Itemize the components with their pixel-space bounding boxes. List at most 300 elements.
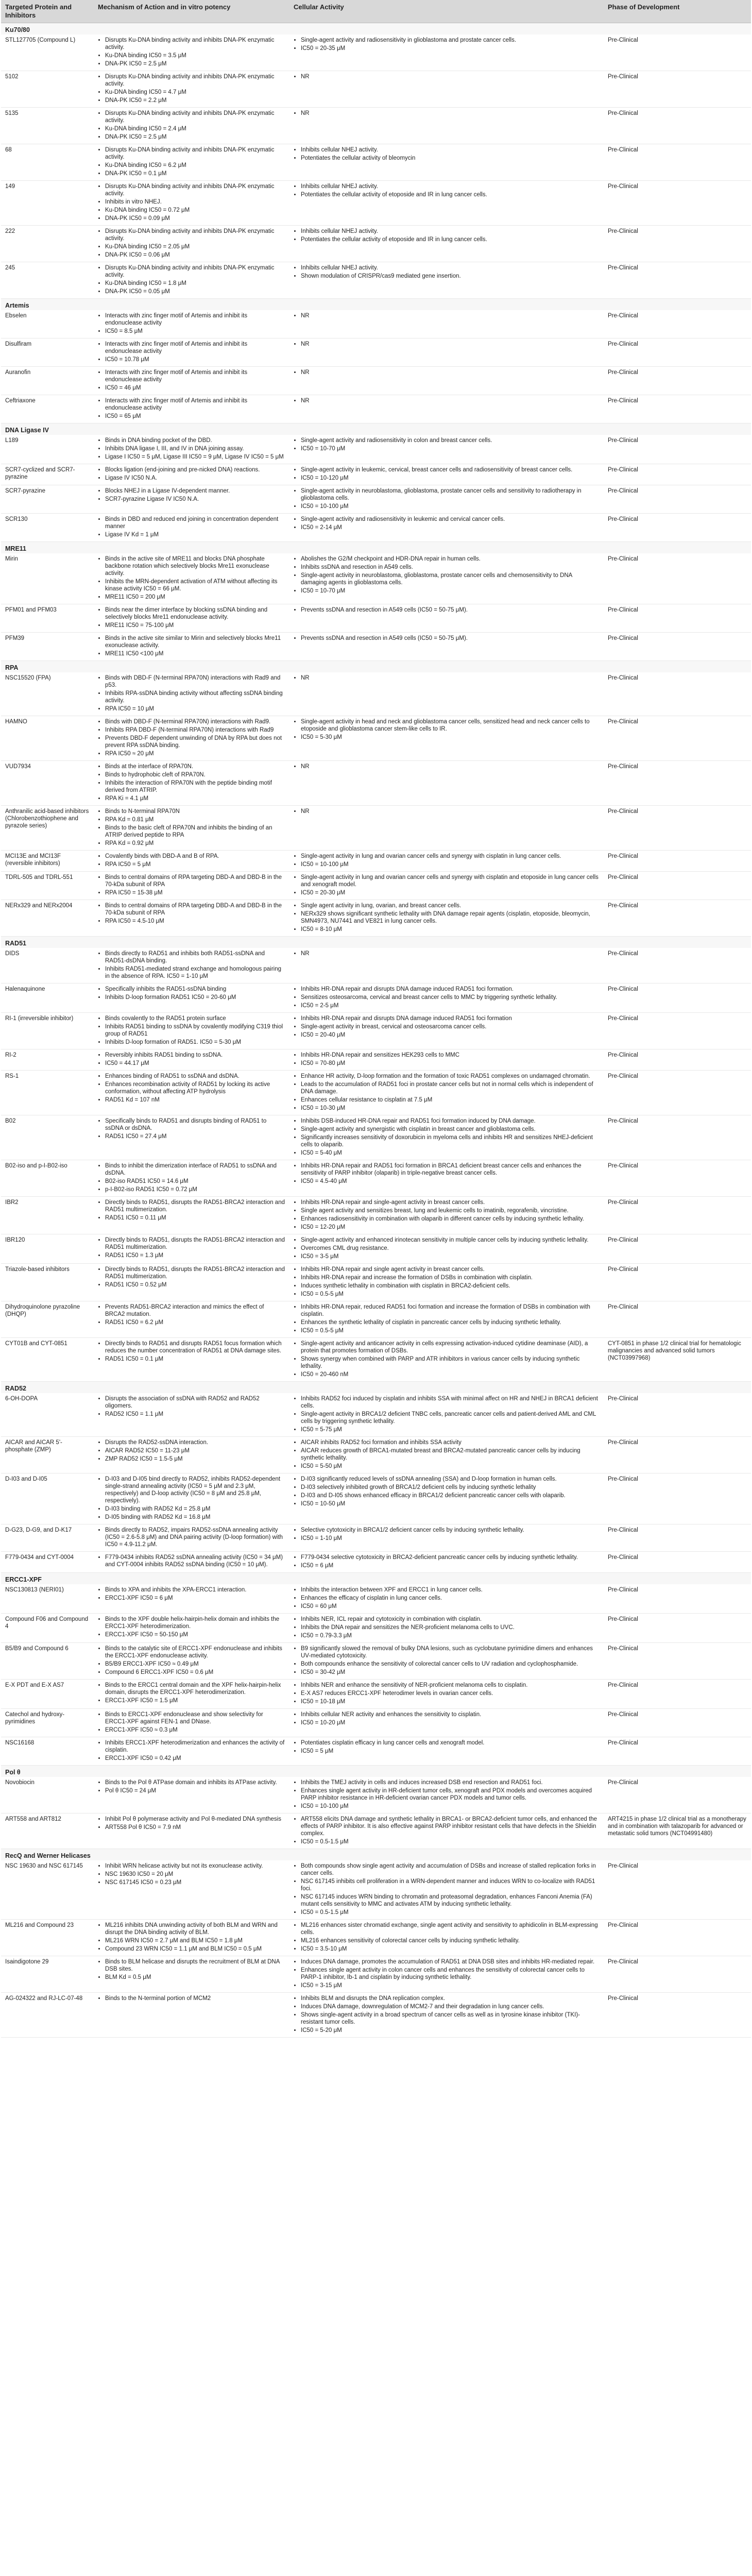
mechanism-item: • Inhibits RPA DBD-F (N-terminal RPA70N) interactions with Rad9 (105, 726, 285, 734)
phase-of-development: Pre-Clinical (604, 1680, 751, 1709)
mechanism-item: • Binds to the N-terminal portion of MCM2 (105, 1995, 285, 2002)
cellular-activity-cell (289, 604, 604, 633)
cellular-activity-item: • Inhibits cellular NHEJ activity. (301, 146, 600, 154)
mechanism-item: • RPA IC50 = 10 μM (105, 705, 285, 713)
table-row (1, 1197, 751, 1234)
cellular-activity-item: • IC50 = 4.5-40 μM (301, 1178, 600, 1185)
inhibitor-name: E-X PDT and E-X AS7 (1, 1680, 94, 1709)
mechanism-cell (94, 1777, 289, 1814)
mechanism-item: • Binds to the Pol θ ATPase domain and inhibits its ATPase activity. (105, 1779, 285, 1786)
mechanism-item: • IC50 = 8.5 μM (105, 328, 285, 335)
cellular-activity-item: • IC50 = 20-460 nM (301, 1371, 600, 1378)
table-row (1, 71, 751, 108)
cellular-activity-item: • F779-0434 selective cytotoxicity in BRCA2-deficient pancreatic cancer cells by inducing synthetic lethality. (301, 1554, 600, 1561)
cellular-activity-list (294, 1616, 600, 1639)
mechanism-item: • Binds to the catalytic site of ERCC1-XPF endonuclease and inhibits the ERCC1-XPF endonuclease activity. (105, 1645, 285, 1659)
cellular-activity-cell (289, 761, 604, 806)
mechanism-list (98, 1199, 285, 1222)
mechanism-item: • Inhibits D-loop formation of RAD51. IC50 = 5-30 μM (105, 1039, 285, 1046)
cellular-activity-item: • Single-agent activity and enhanced irinotecan sensitivity in multiple cancer cells by inducing synthetic lethality. (301, 1236, 600, 1244)
cellular-activity-item: • IC50 = 8-10 μM (301, 926, 600, 933)
cellular-activity-cell (289, 553, 604, 604)
cellular-activity-list (294, 1779, 600, 1810)
mechanism-list (98, 37, 285, 67)
cellular-activity-cell (289, 1680, 604, 1709)
mechanism-item: • Binds at the interface of RPA70N. (105, 763, 285, 770)
phase-of-development: Pre-Clinical (604, 1993, 751, 2038)
phase-of-development: Pre-Clinical (604, 1264, 751, 1301)
mechanism-item: • Disrupts Ku-DNA binding activity and inhibits DNA-PK enzymatic activity. (105, 264, 285, 279)
cellular-activity-item: • NR (301, 950, 600, 957)
mechanism-item: • Ku-DNA binding IC50 = 2.4 μM (105, 125, 285, 132)
mechanism-cell (94, 984, 289, 1013)
table-row (1, 1860, 751, 1920)
cellular-activity-item: • D-I03 significantly reduced levels of ssDNA annealing (SSA) and D-loop formation in human cells. (301, 1476, 600, 1483)
cellular-activity-item: • Potentiates the cellular activity of bleomycin (301, 155, 600, 162)
group-title: RecQ and Werner Helicases (1, 1849, 751, 1861)
cellular-activity-item: • Potentiates the cellular activity of etoposide and IR in lung cancer cells. (301, 236, 600, 243)
mechanism-list (98, 312, 285, 335)
cellular-activity-item: • Inhibits NER, ICL repair and cytotoxicity in combination with cisplatin. (301, 1616, 600, 1623)
mechanism-cell (94, 1737, 289, 1766)
cellular-activity-list (294, 397, 600, 404)
mechanism-cell (94, 1814, 289, 1849)
cellular-activity-item: • E-X AS7 reduces ERCC1-XPF heterodimer levels in ovarian cancer cells. (301, 1690, 600, 1697)
phase-of-development: Pre-Clinical (604, 633, 751, 661)
cellular-activity-item: • Enhances single agent activity in colon cancer cells and enhances the sensitivity of colorectal cancer cells to PARP-1 inhibitor, Ib-1 and cisplatin by inducing synthetic lethality. (301, 1967, 600, 1981)
cellular-activity-cell (289, 1473, 604, 1524)
mechanism-item: • Directly binds to RAD51, disrupts the RAD51-BRCA2 interaction and RAD51 multimerization. (105, 1236, 285, 1251)
inhibitor-name: ML216 and Compound 23 (1, 1920, 94, 1956)
cellular-activity-list (294, 635, 600, 642)
cellular-activity-list (294, 902, 600, 933)
table-row (1, 144, 751, 181)
inhibitor-name: ART558 and ART812 (1, 1814, 94, 1849)
mechanism-item: • Interacts with zinc finger motif of Artemis and inhibit its endonuclease activity (105, 369, 285, 383)
phase-of-development: Pre-Clinical (604, 1013, 751, 1049)
table-row (1, 633, 751, 661)
mechanism-list (98, 808, 285, 847)
inhibitor-name: Halenaquinone (1, 984, 94, 1013)
cellular-activity-cell (289, 435, 604, 464)
cellular-activity-cell (289, 1301, 604, 1338)
table-row (1, 1956, 751, 1993)
cellular-activity-cell (289, 872, 604, 900)
cellular-activity-cell (289, 984, 604, 1013)
cellular-activity-item: • Shown modulation of CRISPR/cas9 mediated gene insertion. (301, 273, 600, 280)
mechanism-cell (94, 108, 289, 144)
cellular-activity-item: • Significantly increases sensitivity of doxorubicin in myeloma cells and inhibits HR and sensitizes NHEJ-deficient cells to olaparib. (301, 1134, 600, 1148)
inhibitor-name: 245 (1, 262, 94, 299)
inhibitor-name: IBR120 (1, 1234, 94, 1264)
cellular-activity-item: • D-I03 and D-I05 shows enhanced efficacy in BRCA1/2 deficient pancreatic cancer cells with olaparib. (301, 1492, 600, 1499)
cellular-activity-item: • Enhances cellular resistance to cisplatin at 7.5 μM (301, 1096, 600, 1104)
mechanism-item: • Covalently binds with DBD-A and B of RPA. (105, 853, 285, 860)
table-row (1, 1524, 751, 1552)
mechanism-item: • DNA-PK IC50 = 2.5 μM (105, 133, 285, 141)
inhibitor-name: PFM01 and PFM03 (1, 604, 94, 633)
mechanism-item: • MRE11 IC50 = 200 μM (105, 594, 285, 601)
cellular-activity-item: • IC50 = 5 μM (301, 1748, 600, 1755)
mechanism-item: • RAD51 Kd = 107 nM (105, 1096, 285, 1104)
cellular-activity-list (294, 1995, 600, 2034)
mechanism-item: • B02-iso RAD51 IC50 = 14.6 μM (105, 1178, 285, 1185)
mechanism-item: • Binds in DNA binding pocket of the DBD. (105, 437, 285, 444)
mechanism-item: • ERCC1-XPF IC50 ≈ 0.3 μM (105, 1726, 285, 1734)
inhibitor-name: Ceftriaxone (1, 395, 94, 423)
mechanism-cell (94, 1393, 289, 1437)
mechanism-item: • ML216 WRN IC50 = 2.7 μM and BLM IC50 = 1.8 μM (105, 1937, 285, 1944)
mechanism-item: • Binds in the active site of MRE11 and blocks DNA phosphate backbone rotation which selectively blocks Mre11 exonuclease activity. (105, 555, 285, 577)
inhibitor-name: B02 (1, 1115, 94, 1160)
cellular-activity-list (294, 1586, 600, 1610)
mechanism-cell (94, 1115, 289, 1160)
cellular-activity-item: • IC50 = 3-5 μM (301, 1253, 600, 1260)
phase-of-development: Pre-Clinical (604, 1552, 751, 1573)
cellular-activity-cell (289, 1393, 604, 1437)
inhibitor-name: NSC15520 (FPA) (1, 672, 94, 716)
inhibitor-name: NSC 19630 and NSC 617145 (1, 1860, 94, 1920)
table-row (1, 851, 751, 872)
cellular-activity-item: • IC50 = 10-30 μM (301, 1105, 600, 1112)
cellular-activity-list (294, 1236, 600, 1260)
table-row (1, 262, 751, 299)
cellular-activity-cell (289, 1643, 604, 1680)
cellular-activity-item: • IC50 = 10-120 μM (301, 474, 600, 482)
phase-of-development: Pre-Clinical (604, 1614, 751, 1643)
mechanism-item: • Binds to the ERCC1 central domain and the XPF helix-hairpin-helix domain, disrupts the ERCC1-XPF heterodimerization. (105, 1682, 285, 1696)
cellular-activity-item: • NR (301, 763, 600, 770)
phase-of-development: Pre-Clinical (604, 872, 751, 900)
cellular-activity-item: • IC50 = 0.5-1.5 μM (301, 1838, 600, 1845)
phase-of-development: CYT-0851 in phase 1/2 clinical trial for hematologic malignancies and advanced solid tumors (NCT03997968) (604, 1338, 751, 1382)
cellular-activity-item: • IC50 = 1-10 μM (301, 1535, 600, 1542)
mechanism-item: • SCR7-pyrazine Ligase IV IC50 N.A. (105, 496, 285, 503)
cellular-activity-list (294, 110, 600, 117)
phase-of-development: Pre-Clinical (604, 984, 751, 1013)
mechanism-cell (94, 1993, 289, 2038)
cellular-activity-item: • Inhibits the TMEJ activity in cells and induces increased DSB end resection and RAD51 foci. (301, 1779, 600, 1786)
header-targeted-protein: Targeted Protein and Inhibitors (1, 0, 94, 23)
cellular-activity-list (294, 516, 600, 531)
cellular-activity-item: • Inhibits HR-DNA repair and RAD51 foci formation in BRCA1 deficient breast cancer cells and enhances the sensitivity of PARP inhibitor (olaparib) in triple-negative breast cancer cells. (301, 1162, 600, 1177)
table-row (1, 1680, 751, 1709)
mechanism-item: • RAD51 IC50 = 1.3 μM (105, 1252, 285, 1259)
phase-of-development: Pre-Clinical (604, 1709, 751, 1737)
cellular-activity-item: • Potentiates cisplatin efficacy in lung cancer cells and xenograft model. (301, 1739, 600, 1747)
table-row (1, 1473, 751, 1524)
inhibitor-name: SCR7-cyclized and SCR7-pyrazine (1, 464, 94, 485)
inhibitor-name: Auranofin (1, 367, 94, 395)
mechanism-item: • MRE11 IC50 = 75-100 μM (105, 622, 285, 629)
cellular-activity-item: • IC50 = 5-50 μM (301, 1463, 600, 1470)
inhibitor-table (1, 0, 751, 2038)
mechanism-item: • ERCC1-XPF IC50 = 50-150 μM (105, 1631, 285, 1638)
cellular-activity-item: • IC50 = 10-18 μM (301, 1698, 600, 1705)
phase-of-development: Pre-Clinical (604, 338, 751, 367)
inhibitor-name: PFM39 (1, 633, 94, 661)
mechanism-list (98, 341, 285, 363)
cellular-activity-list (294, 73, 600, 80)
phase-of-development: Pre-Clinical (604, 1920, 751, 1956)
cellular-activity-item: • IC50 = 10-100 μM (301, 1803, 600, 1810)
mechanism-list (98, 1958, 285, 1981)
table-row (1, 1777, 751, 1814)
inhibitor-name: Mirin (1, 553, 94, 604)
mechanism-item: • RPA Kd = 0.81 μM (105, 816, 285, 823)
mechanism-item: • Interacts with zinc finger motif of Artemis and inhibit its endonuclease activity (105, 341, 285, 355)
table-row (1, 984, 751, 1013)
cellular-activity-item: • NSC 617145 induces WRN binding to chromatin and proteasomal degradation, enhances Fanconi Anemia (FA) mutant cells sensitivity to MMC and activates ATM by inducing synthetic lethality. (301, 1893, 600, 1908)
mechanism-cell (94, 514, 289, 542)
cellular-activity-list (294, 1015, 600, 1039)
cellular-activity-cell (289, 181, 604, 226)
mechanism-list (98, 718, 285, 757)
mechanism-item: • RPA IC50 = 4.5-10 μM (105, 918, 285, 925)
mechanism-list (98, 1117, 285, 1140)
cellular-activity-item: • Single-agent activity in lung and ovarian cancer cells and synergy with cisplatin in lung cancer cells. (301, 853, 600, 860)
inhibitor-name: DIDS (1, 948, 94, 984)
mechanism-cell (94, 1160, 289, 1197)
mechanism-item: • Enhances recombination activity of RAD51 by locking its active conformation, without affecting ATP hydrolysis (105, 1081, 285, 1095)
cellular-activity-item: • Both compounds show single agent activity and accumulation of DSBs and increase of stalled replication forks in cancer cells. (301, 1862, 600, 1877)
table-row (1, 1013, 751, 1049)
mechanism-list (98, 1162, 285, 1193)
inhibitor-name: Compound F06 and Compound 4 (1, 1614, 94, 1643)
phase-of-development: Pre-Clinical (604, 1524, 751, 1552)
cellular-activity-item: • Inhibits NER and enhance the sensitivity of NER-proficient melanoma cells to cisplatin. (301, 1682, 600, 1689)
table-row (1, 367, 751, 395)
cellular-activity-item: • Inhibits HR-DNA repair and disrupts DNA damage induced RAD51 foci formation. (301, 986, 600, 993)
cellular-activity-item: • Enhance HR activity, D-loop formation and the formation of toxic RAD51 complexes on undamaged chromatin. (301, 1073, 600, 1080)
inhibitor-name: NERx329 and NERx2004 (1, 900, 94, 937)
mechanism-list (98, 1816, 285, 1831)
table-row (1, 485, 751, 514)
cellular-activity-list (294, 264, 600, 280)
phase-of-development: Pre-Clinical (604, 1956, 751, 1993)
group-title: DNA Ligase IV (1, 423, 751, 435)
mechanism-item: • Binds in DBD and reduced end joining in concentration dependent manner (105, 516, 285, 530)
mechanism-item: • Binds directly to RAD51 and inhibits both RAD51-ssDNA and RAD51-dsDNA binding. (105, 950, 285, 964)
table-row (1, 1643, 751, 1680)
cellular-activity-item: • B9 significantly slowed the removal of bulky DNA lesions, such as cyclobutane pyrimidine dimers and enhances UV-mediated cytotoxicity. (301, 1645, 600, 1659)
mechanism-cell (94, 485, 289, 514)
phase-of-development: Pre-Clinical (604, 761, 751, 806)
table-row (1, 1264, 751, 1301)
cellular-activity-item: • Inhibits cellular NHEJ activity. (301, 183, 600, 190)
cellular-activity-cell (289, 1814, 604, 1849)
cellular-activity-cell (289, 262, 604, 299)
cellular-activity-item: • Enhances radiosensitivity in combination with olaparib in different cancer cells by inducing synthetic lethality. (301, 1215, 600, 1223)
mechanism-item: • Reversibly inhibits RAD51 binding to ssDNA. (105, 1052, 285, 1059)
cellular-activity-list (294, 1554, 600, 1569)
mechanism-list (98, 1073, 285, 1104)
mechanism-list (98, 1711, 285, 1734)
mechanism-list (98, 1340, 285, 1363)
phase-of-development: Pre-Clinical (604, 1473, 751, 1524)
cellular-activity-item: • ART558 elicits DNA damage and synthetic lethality in BRCA1- or BRCA2-deficient tumor cells, and enhanced the effects of PARP inhibitor. It is also effective against PARP inhibitor resistant cells that have defects in the Shieldin complex. (301, 1816, 600, 1837)
mechanism-list (98, 110, 285, 141)
mechanism-cell (94, 672, 289, 716)
inhibitor-name: 149 (1, 181, 94, 226)
cellular-activity-list (294, 606, 600, 614)
inhibitor-name: SCR130 (1, 514, 94, 542)
mechanism-item: • Ligase IV IC50 N.A. (105, 474, 285, 482)
cellular-activity-cell (289, 1234, 604, 1264)
cellular-activity-item: • Inhibits cellular NHEJ activity. (301, 264, 600, 272)
mechanism-item: • BLM Kd = 0.5 μM (105, 1974, 285, 1981)
mechanism-cell (94, 1301, 289, 1338)
cellular-activity-list (294, 312, 600, 319)
mechanism-item: • D-I03 binding with RAD52 Kd = 25.8 μM (105, 1505, 285, 1513)
cellular-activity-item: • Inhibits ssDNA and resection in A549 cells. (301, 564, 600, 571)
cellular-activity-list (294, 341, 600, 348)
cellular-activity-item: • IC50 = 0.5-5 μM (301, 1327, 600, 1334)
mechanism-item: • Inhibits D-loop formation RAD51 IC50 = 20-60 μM (105, 994, 285, 1001)
mechanism-item: • Ligase I IC50 = 5 μM, Ligase III IC50 = 9 μM, Ligase IV IC50 = 5 μM (105, 453, 285, 461)
cellular-activity-item: • Inhibits DSB-induced HR-DNA repair and RAD51 foci formation induced by DNA damage. (301, 1117, 600, 1125)
cellular-activity-cell (289, 1197, 604, 1234)
cellular-activity-cell (289, 1737, 604, 1766)
cellular-activity-item: • Single-agent activity in BRCA1/2 deficient TNBC cells, pancreatic cancer cells and patient-derived AML and CML cells by triggering synthetic lethality. (301, 1411, 600, 1425)
table-row (1, 1737, 751, 1766)
cellular-activity-list (294, 1645, 600, 1676)
mechanism-list (98, 902, 285, 925)
mechanism-item: • Inhibit Pol θ polymerase activity and Pol θ-mediated DNA synthesis (105, 1816, 285, 1823)
phase-of-development: Pre-Clinical (604, 226, 751, 262)
cellular-activity-list (294, 1739, 600, 1755)
header-phase: Phase of Development (604, 0, 751, 23)
mechanism-cell (94, 435, 289, 464)
phase-of-development: Pre-Clinical (604, 367, 751, 395)
mechanism-cell (94, 1552, 289, 1573)
phase-of-development: Pre-Clinical (604, 181, 751, 226)
inhibitor-name: MCI13E and MCI13F (reversible inhibitors) (1, 851, 94, 872)
mechanism-cell (94, 900, 289, 937)
cellular-activity-item: • Abolishes the G2/M checkpoint and HDR-DNA repair in human cells. (301, 555, 600, 563)
mechanism-item: • Enhances binding of RAD51 to ssDNA and dsDNA. (105, 1073, 285, 1080)
group-header-row (1, 23, 751, 35)
cellular-activity-list (294, 1303, 600, 1334)
mechanism-item: • IC50 = 65 μM (105, 413, 285, 420)
mechanism-list (98, 1015, 285, 1046)
cellular-activity-item: • Single-agent activity in leukemic, cervical, breast cancer cells and radiosensitivity of breast cancer cells. (301, 466, 600, 473)
mechanism-item: • Binds with DBD-F (N-terminal RPA70N) interactions with Rad9. (105, 718, 285, 725)
cellular-activity-cell (289, 1264, 604, 1301)
table-row (1, 181, 751, 226)
mechanism-item: • DNA-PK IC50 = 2.2 μM (105, 97, 285, 104)
group-title: Pol θ (1, 1766, 751, 1777)
mechanism-item: • D-I03 and D-I05 bind directly to RAD52, inhibits RAD52-dependent single-strand annealing activity (IC50 = 5 μM and 2.3 μM, respectively) and D-loop activity (IC50 = 8 μM and 25.8 μM, respectively). (105, 1476, 285, 1504)
phase-of-development: Pre-Clinical (604, 604, 751, 633)
cellular-activity-item: • IC50 = 10-70 μM (301, 587, 600, 595)
cellular-activity-item: • Inhibits the interaction between XPF and ERCC1 in lung cancer cells. (301, 1586, 600, 1594)
mechanism-list (98, 1476, 285, 1521)
phase-of-development: Pre-Clinical (604, 310, 751, 338)
cellular-activity-item: • IC50 = 12-20 μM (301, 1224, 600, 1231)
phase-of-development: Pre-Clinical (604, 851, 751, 872)
cellular-activity-list (294, 1439, 600, 1470)
group-header-row (1, 1382, 751, 1394)
cellular-activity-list (294, 1958, 600, 1989)
cellular-activity-cell (289, 1437, 604, 1473)
cellular-activity-item: • Enhances the synthetic lethality of cisplatin in pancreatic cancer cells by inducing synthetic lethality. (301, 1319, 600, 1326)
mechanism-list (98, 1439, 285, 1463)
cellular-activity-item: • IC50 = 30-42 μM (301, 1669, 600, 1676)
mechanism-list (98, 183, 285, 222)
cellular-activity-cell (289, 948, 604, 984)
mechanism-item: • ERCC1-XPF IC50 = 0.42 μM (105, 1755, 285, 1762)
inhibitor-name: Disulfiram (1, 338, 94, 367)
mechanism-item: • Ku-DNA binding IC50 = 4.7 μM (105, 89, 285, 96)
group-title: RAD52 (1, 1382, 751, 1394)
mechanism-item: • Binds to inhibit the dimerization interface of RAD51 to ssDNA and dsDNA. (105, 1162, 285, 1177)
mechanism-item: • Interacts with zinc finger motif of Artemis and inhibit its endonuclease activity (105, 312, 285, 327)
mechanism-cell (94, 872, 289, 900)
cellular-activity-cell (289, 1860, 604, 1920)
mechanism-list (98, 369, 285, 392)
inhibitor-name: Novobiocin (1, 1777, 94, 1814)
mechanism-list (98, 1586, 285, 1602)
cellular-activity-item: • Single-agent activity and synergistic with cisplatin in breast cancer and glioblastoma cells. (301, 1126, 600, 1133)
mechanism-cell (94, 1614, 289, 1643)
mechanism-list (98, 1527, 285, 1548)
cellular-activity-cell (289, 900, 604, 937)
mechanism-item: • D-I05 binding with RAD52 Kd = 16.8 μM (105, 1514, 285, 1521)
cellular-activity-item: • Inhibits BLM and disrupts the DNA replication complex. (301, 1995, 600, 2002)
phase-of-development: Pre-Clinical (604, 514, 751, 542)
cellular-activity-item: • NR (301, 369, 600, 376)
cellular-activity-list (294, 466, 600, 482)
group-title: RPA (1, 661, 751, 673)
mechanism-item: • F779-0434 inhibits RAD52 ssDNA annealing activity (IC50 = 34 μM) and CYT-0004 inhibits RAD52 ssDNA binding (IC50 = 10 μM). (105, 1554, 285, 1568)
cellular-activity-item: • IC50 = 60 μM (301, 1603, 600, 1610)
group-header-row (1, 1573, 751, 1585)
mechanism-item: • Compound 23 WRN IC50 = 1.1 μM and BLM IC50 = 0.5 μM (105, 1945, 285, 1953)
cellular-activity-cell (289, 485, 604, 514)
mechanism-item: • Prevents RAD51-BRCA2 interaction and mimics the effect of BRCA2 mutation. (105, 1303, 285, 1318)
mechanism-item: • RPA Ki = 4.1 μM (105, 795, 285, 802)
cellular-activity-item: • IC50 = 0.5-1.5 μM (301, 1909, 600, 1916)
mechanism-list (98, 1395, 285, 1418)
mechanism-cell (94, 262, 289, 299)
table-row (1, 1920, 751, 1956)
inhibitor-name: TDRL-505 and TDRL-551 (1, 872, 94, 900)
table-row (1, 35, 751, 71)
cellular-activity-item: • IC50 = 5-75 μM (301, 1426, 600, 1433)
cellular-activity-list (294, 1395, 600, 1433)
mechanism-list (98, 986, 285, 1001)
mechanism-cell (94, 1956, 289, 1993)
mechanism-cell (94, 1524, 289, 1552)
mechanism-item: • B5/B9 ERCC1-XPF IC50 ≈ 0.49 μM (105, 1660, 285, 1668)
cellular-activity-item: • Single-agent activity and anticancer activity in cells expressing activation-induced cytidine deaminase (AID), a protein that promotes formation of DSBs. (301, 1340, 600, 1354)
phase-of-development: Pre-Clinical (604, 948, 751, 984)
mechanism-cell (94, 553, 289, 604)
group-header-row (1, 937, 751, 948)
table-row (1, 1234, 751, 1264)
inhibitor-name: Ebselen (1, 310, 94, 338)
inhibitor-name: IBR2 (1, 1197, 94, 1234)
mechanism-item: • Blocks ligation (end-joining and pre-nicked DNA) reactions. (105, 466, 285, 473)
cellular-activity-cell (289, 1920, 604, 1956)
mechanism-item: • p-I-B02-iso RAD51 IC50 = 0.72 μM (105, 1186, 285, 1193)
phase-of-development: Pre-Clinical (604, 716, 751, 761)
mechanism-item: • Disrupts Ku-DNA binding activity and inhibits DNA-PK enzymatic activity. (105, 37, 285, 51)
cellular-activity-cell (289, 35, 604, 71)
mechanism-item: • Specifically binds to RAD51 and disrupts binding of RAD51 to ssDNA or dsDNA. (105, 1117, 285, 1132)
cellular-activity-item: • Inhibits HR-DNA repair, reduced RAD51 foci formation and increase the formation of DSBs in combination with cisplatin. (301, 1303, 600, 1318)
